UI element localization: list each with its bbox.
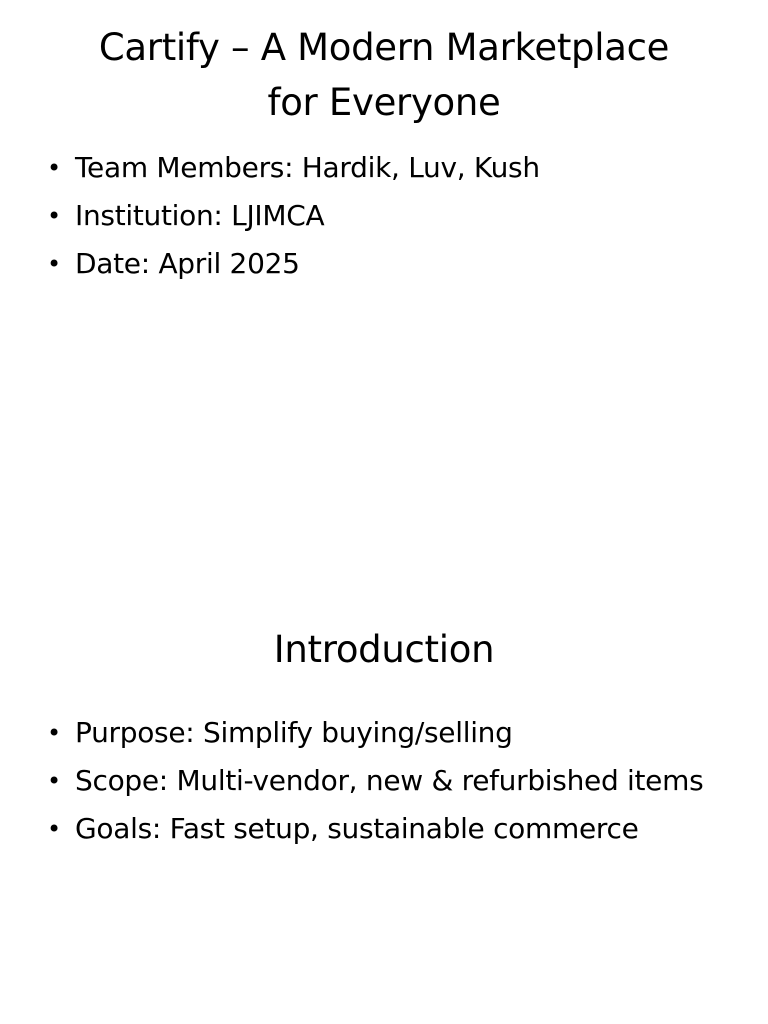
- introduction-title: Introduction: [273, 628, 495, 671]
- bullet-item: [0, 144, 768, 192]
- slide-title: [0, 576, 768, 677]
- bullet-list: [0, 709, 768, 853]
- bullet-item: [0, 805, 768, 853]
- bullet-text: Team Members: Hardik, Luv, Kush: [75, 151, 540, 184]
- introduction-slide: [0, 576, 768, 1024]
- title-line-1: Cartify – A Modern Marketplace: [98, 26, 670, 69]
- bullet-text: Institution: LJIMCA: [75, 199, 325, 232]
- bullet-text: Goals: Fast setup, sustainable commerce: [75, 812, 639, 845]
- bullet-item: [0, 240, 768, 288]
- bullet-text: Date: April 2025: [75, 247, 300, 280]
- bullet-item: [0, 757, 768, 805]
- bullet-point-icon: •: [47, 250, 61, 278]
- bullet-point-icon: •: [47, 719, 61, 747]
- bullet-item: [0, 192, 768, 240]
- bullet-text: Purpose: Simplify buying/selling: [75, 716, 513, 749]
- slide-title: [0, 0, 768, 130]
- bullet-point-icon: •: [47, 815, 61, 843]
- bullet-point-icon: •: [47, 154, 61, 182]
- bullet-list: [0, 144, 768, 288]
- bullet-point-icon: •: [47, 767, 61, 795]
- bullet-item: [0, 709, 768, 757]
- title-line-2: for Everyone: [267, 81, 501, 124]
- bullet-point-icon: •: [47, 202, 61, 230]
- bullet-text: Scope: Multi-vendor, new & refurbished items: [75, 764, 704, 797]
